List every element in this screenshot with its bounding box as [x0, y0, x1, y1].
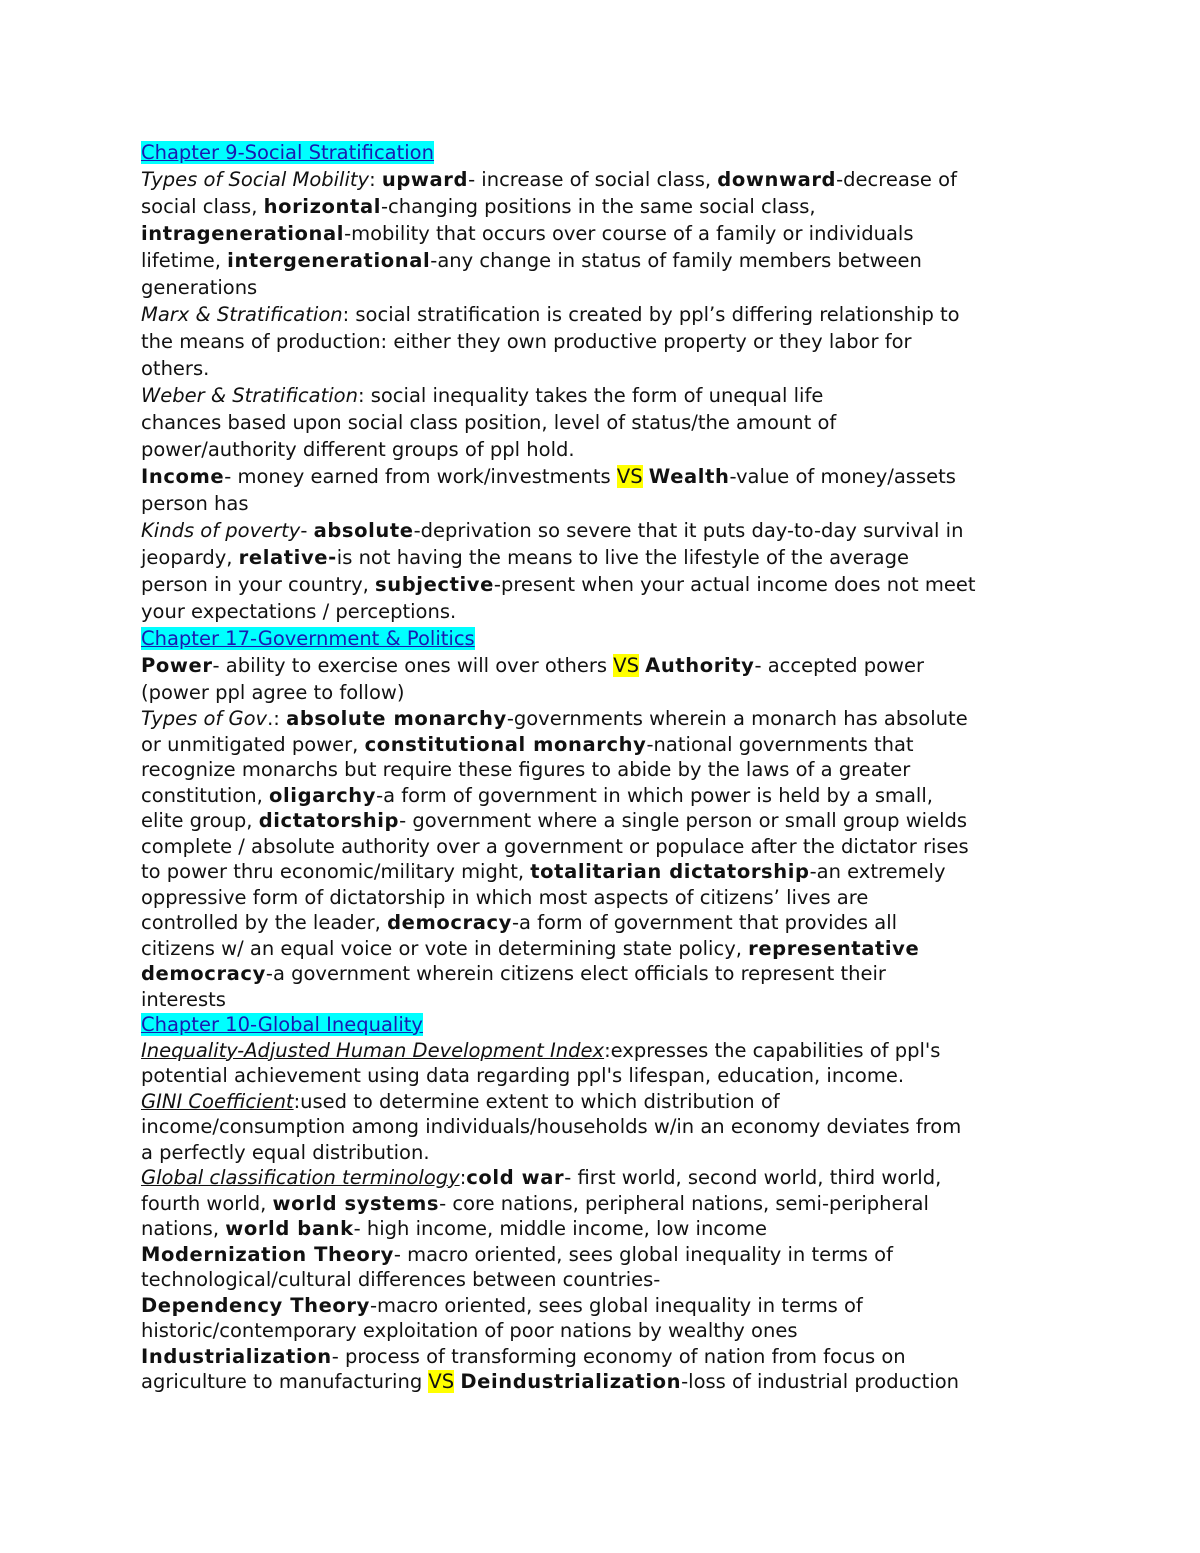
text-line: [141, 885, 1071, 911]
bold-term: absolute monarchy: [286, 707, 507, 730]
section-heading-ch17: [141, 625, 1071, 652]
bold-term: representative: [748, 936, 920, 960]
section-heading-ch10: [141, 1012, 1071, 1038]
text-line: [141, 1140, 1071, 1166]
text-run: others.: [141, 357, 210, 380]
text-line: [141, 463, 1071, 490]
italic-label: Kinds of poverty: [141, 519, 301, 542]
text-run: is not having the means to live the lifestyle of the average: [336, 546, 909, 569]
text-line: [141, 220, 1071, 247]
italic-label: Types of Gov: [141, 707, 268, 730]
italic-label: Types of Social Mobility: [141, 168, 370, 191]
bold-term: intergenerational: [227, 249, 431, 272]
text-run: interests: [141, 987, 226, 1011]
bold-term: world bank: [225, 1217, 354, 1240]
text-run: generations: [141, 276, 258, 299]
text-run: -: [300, 519, 308, 542]
text-line: [141, 247, 1071, 274]
text-run: recognize monarchs but require these figures to abide by the laws of a greater: [141, 758, 911, 781]
italic-label: GINI Coefficient: [141, 1089, 294, 1113]
text-run: lifetime,: [141, 249, 221, 272]
text-line: [141, 1242, 1071, 1268]
text-line: [141, 436, 1071, 463]
text-run: to power thru economic/military might,: [141, 860, 525, 883]
italic-label: Weber & Stratification: [141, 384, 358, 407]
text-run: technological/cultural differences between countries-: [141, 1268, 661, 1291]
text-line: [141, 910, 1071, 936]
text-line: [141, 1344, 1071, 1370]
bold-term: totalitarian dictatorship: [530, 860, 810, 883]
text-run: -a government wherein citizens elect officials to represent their: [265, 962, 886, 985]
bold-term: Industrialization: [141, 1344, 332, 1368]
text-line: [141, 1038, 1071, 1064]
text-run: -national governments that: [646, 732, 914, 756]
text-line: [141, 679, 1071, 706]
text-run: - ability to exercise ones will over others: [212, 654, 608, 677]
bold-term: absolute: [313, 519, 414, 542]
bold-term: horizontal: [263, 195, 381, 218]
text-line: [141, 1216, 1071, 1242]
text-run: -value of money/assets: [729, 465, 956, 488]
text-line: Types of Social Mobility: upward- increase of social class, downward-decrease of: [141, 168, 957, 191]
bold-term: intragenerational: [141, 222, 345, 245]
text-run: -decrease of: [836, 168, 957, 191]
text-run: social class,: [141, 195, 258, 218]
text-line: [141, 1267, 1071, 1293]
text-run: -governments wherein a monarch has absolute: [506, 707, 968, 730]
bold-term: upward: [381, 168, 469, 191]
bold-term: democracy: [387, 911, 512, 934]
text-run: controlled by the leader,: [141, 911, 381, 934]
bold-term: Deindustrialization: [460, 1370, 682, 1393]
text-line: [141, 517, 1071, 544]
text-run: -present when your actual income does not meet: [493, 573, 976, 596]
text-line: [141, 1293, 1071, 1319]
text-run: nations,: [141, 1217, 220, 1240]
text-line: [141, 598, 1071, 625]
heading-text: Chapter 17-Government & Politics: [141, 627, 475, 650]
text-run: a perfectly equal distribution.: [141, 1140, 430, 1164]
text-line: [141, 382, 1071, 409]
text-line: [141, 732, 1071, 758]
text-run: historic/contemporary exploitation of poor nations by wealthy ones: [141, 1319, 798, 1342]
bold-term: Authority: [645, 654, 755, 677]
heading-text: Chapter 9-Social Stratification: [141, 141, 434, 164]
text-line: [141, 571, 1071, 598]
text-run: income/consumption among individuals/households w/in an economy deviates from: [141, 1115, 962, 1138]
text-line: [141, 1114, 1071, 1140]
text-run: -loss of industrial production: [681, 1370, 960, 1393]
text-line: [141, 1191, 1071, 1217]
bold-term: Dependency Theory: [141, 1293, 370, 1317]
text-line: [141, 409, 1071, 436]
text-line: [141, 961, 1071, 987]
bold-term: Power: [141, 654, 213, 677]
bold-term: downward: [717, 168, 837, 191]
text-run: -a form of government in which power is held by a small,: [376, 783, 933, 807]
text-run: the means of production: either they own productive property or they labor for: [141, 330, 912, 353]
text-line: [141, 274, 1071, 301]
text-line: [141, 757, 1071, 783]
text-run: :: [459, 1166, 467, 1189]
text-run: - macro oriented, sees global inequality in terms of: [393, 1242, 893, 1266]
text-line: [141, 1369, 1071, 1395]
text-run: - high income, middle income, low income: [353, 1217, 767, 1240]
italic-label: Global classification terminology: [141, 1166, 460, 1189]
bold-term: relative-: [238, 546, 337, 569]
text-run: - money earned from work/investments: [224, 465, 611, 488]
text-run: - core nations, peripheral nations, semi-peripheral: [439, 1191, 929, 1215]
text-run: -changing positions in the same social class,: [380, 195, 816, 218]
text-run: -an extremely: [809, 860, 946, 883]
text-line: [141, 1063, 1071, 1089]
text-run: : social stratification is created by ppl’s differing relationship to: [342, 303, 960, 326]
text-line: [141, 859, 1071, 885]
bold-term: constitutional monarchy: [364, 732, 647, 756]
text-run: -macro oriented, sees global inequality in terms of: [369, 1293, 863, 1317]
text-line: [141, 1165, 1071, 1191]
italic-label: Marx & Stratification: [141, 303, 343, 326]
text-run: potential achievement using data regarding ppl's lifespan, education, income.: [141, 1064, 905, 1087]
text-run: - government where a single person or small group wields: [399, 809, 968, 832]
text-line: [141, 834, 1071, 860]
text-run: oppressive form of dictatorship in which most aspects of citizens’ lives are: [141, 885, 869, 909]
bold-term: dictatorship: [258, 809, 400, 832]
text-run: power/authority different groups of ppl hold.: [141, 438, 575, 461]
text-run: jeopardy,: [141, 546, 233, 569]
text-run: :expresses the capabilities of ppl's: [604, 1038, 941, 1062]
text-run: elite group,: [141, 809, 253, 832]
vs-highlight: VS: [428, 1370, 455, 1393]
text-line: [141, 328, 1071, 355]
text-run: fourth world,: [141, 1191, 267, 1215]
text-run: : social inequality takes the form of unequal life: [357, 384, 824, 407]
text-run: - first world, second world, third world,: [564, 1166, 942, 1189]
text-run: (power ppl agree to follow): [141, 681, 405, 704]
text-run: -mobility that occurs over course of a family or individuals: [344, 222, 914, 245]
text-run: -any change in status of family members between: [430, 249, 922, 272]
bold-term: Income: [141, 465, 225, 488]
bold-term: Modernization Theory: [141, 1242, 394, 1266]
bold-term: oligarchy: [269, 783, 377, 807]
vs-highlight: VS: [616, 465, 643, 488]
text-line: [141, 1089, 1071, 1115]
text-line: [141, 490, 1071, 517]
text-run: person has: [141, 492, 249, 515]
heading-text: Chapter 10-Global Inequality: [141, 1013, 423, 1036]
text-line: [141, 1318, 1071, 1344]
text-run: - process of transforming economy of nation from focus on: [331, 1344, 906, 1368]
text-run: agriculture to manufacturing: [141, 1370, 423, 1393]
text-line: [141, 193, 1071, 220]
text-line: [141, 808, 1071, 834]
text-run: person in your country,: [141, 573, 369, 596]
text-run: .:: [267, 707, 280, 730]
text-run: complete / absolute authority over a government or populace after the dictator rises: [141, 834, 969, 858]
text-line: [141, 706, 1071, 732]
bold-term: cold war: [466, 1166, 565, 1189]
text-run: chances based upon social class position, level of status/the amount of: [141, 411, 837, 434]
bold-term: Wealth: [648, 465, 730, 488]
text-run: :used to determine extent to which distribution of: [293, 1089, 780, 1113]
bold-term: democracy: [141, 962, 266, 985]
bold-term: world systems: [272, 1191, 440, 1215]
text-run: constitution,: [141, 783, 263, 807]
text-line: [141, 987, 1071, 1013]
text-line: [141, 301, 1071, 328]
italic-label: Inequality-Adjusted Human Development Index: [141, 1038, 605, 1062]
vs-highlight: VS: [613, 654, 639, 677]
text-run: citizens w/ an equal voice or vote in determining state policy,: [141, 936, 742, 960]
text-line: [141, 544, 1071, 571]
text-line: [141, 355, 1071, 382]
text-run: - increase of social class,: [468, 168, 712, 191]
bold-term: subjective: [375, 573, 494, 596]
text-run: -a form of government that provides all: [511, 911, 898, 934]
text-run: - accepted power: [754, 654, 924, 677]
text-run: -deprivation so severe that it puts day-to-day survival in: [413, 519, 964, 542]
text-line: [141, 783, 1071, 809]
text-run: or unmitigated power,: [141, 732, 359, 756]
document-body: [141, 139, 1071, 1395]
section-heading-ch9: [141, 139, 1071, 166]
text-run: your expectations / perceptions.: [141, 600, 457, 623]
text-line: [141, 652, 1071, 679]
text-line: [141, 936, 1071, 962]
